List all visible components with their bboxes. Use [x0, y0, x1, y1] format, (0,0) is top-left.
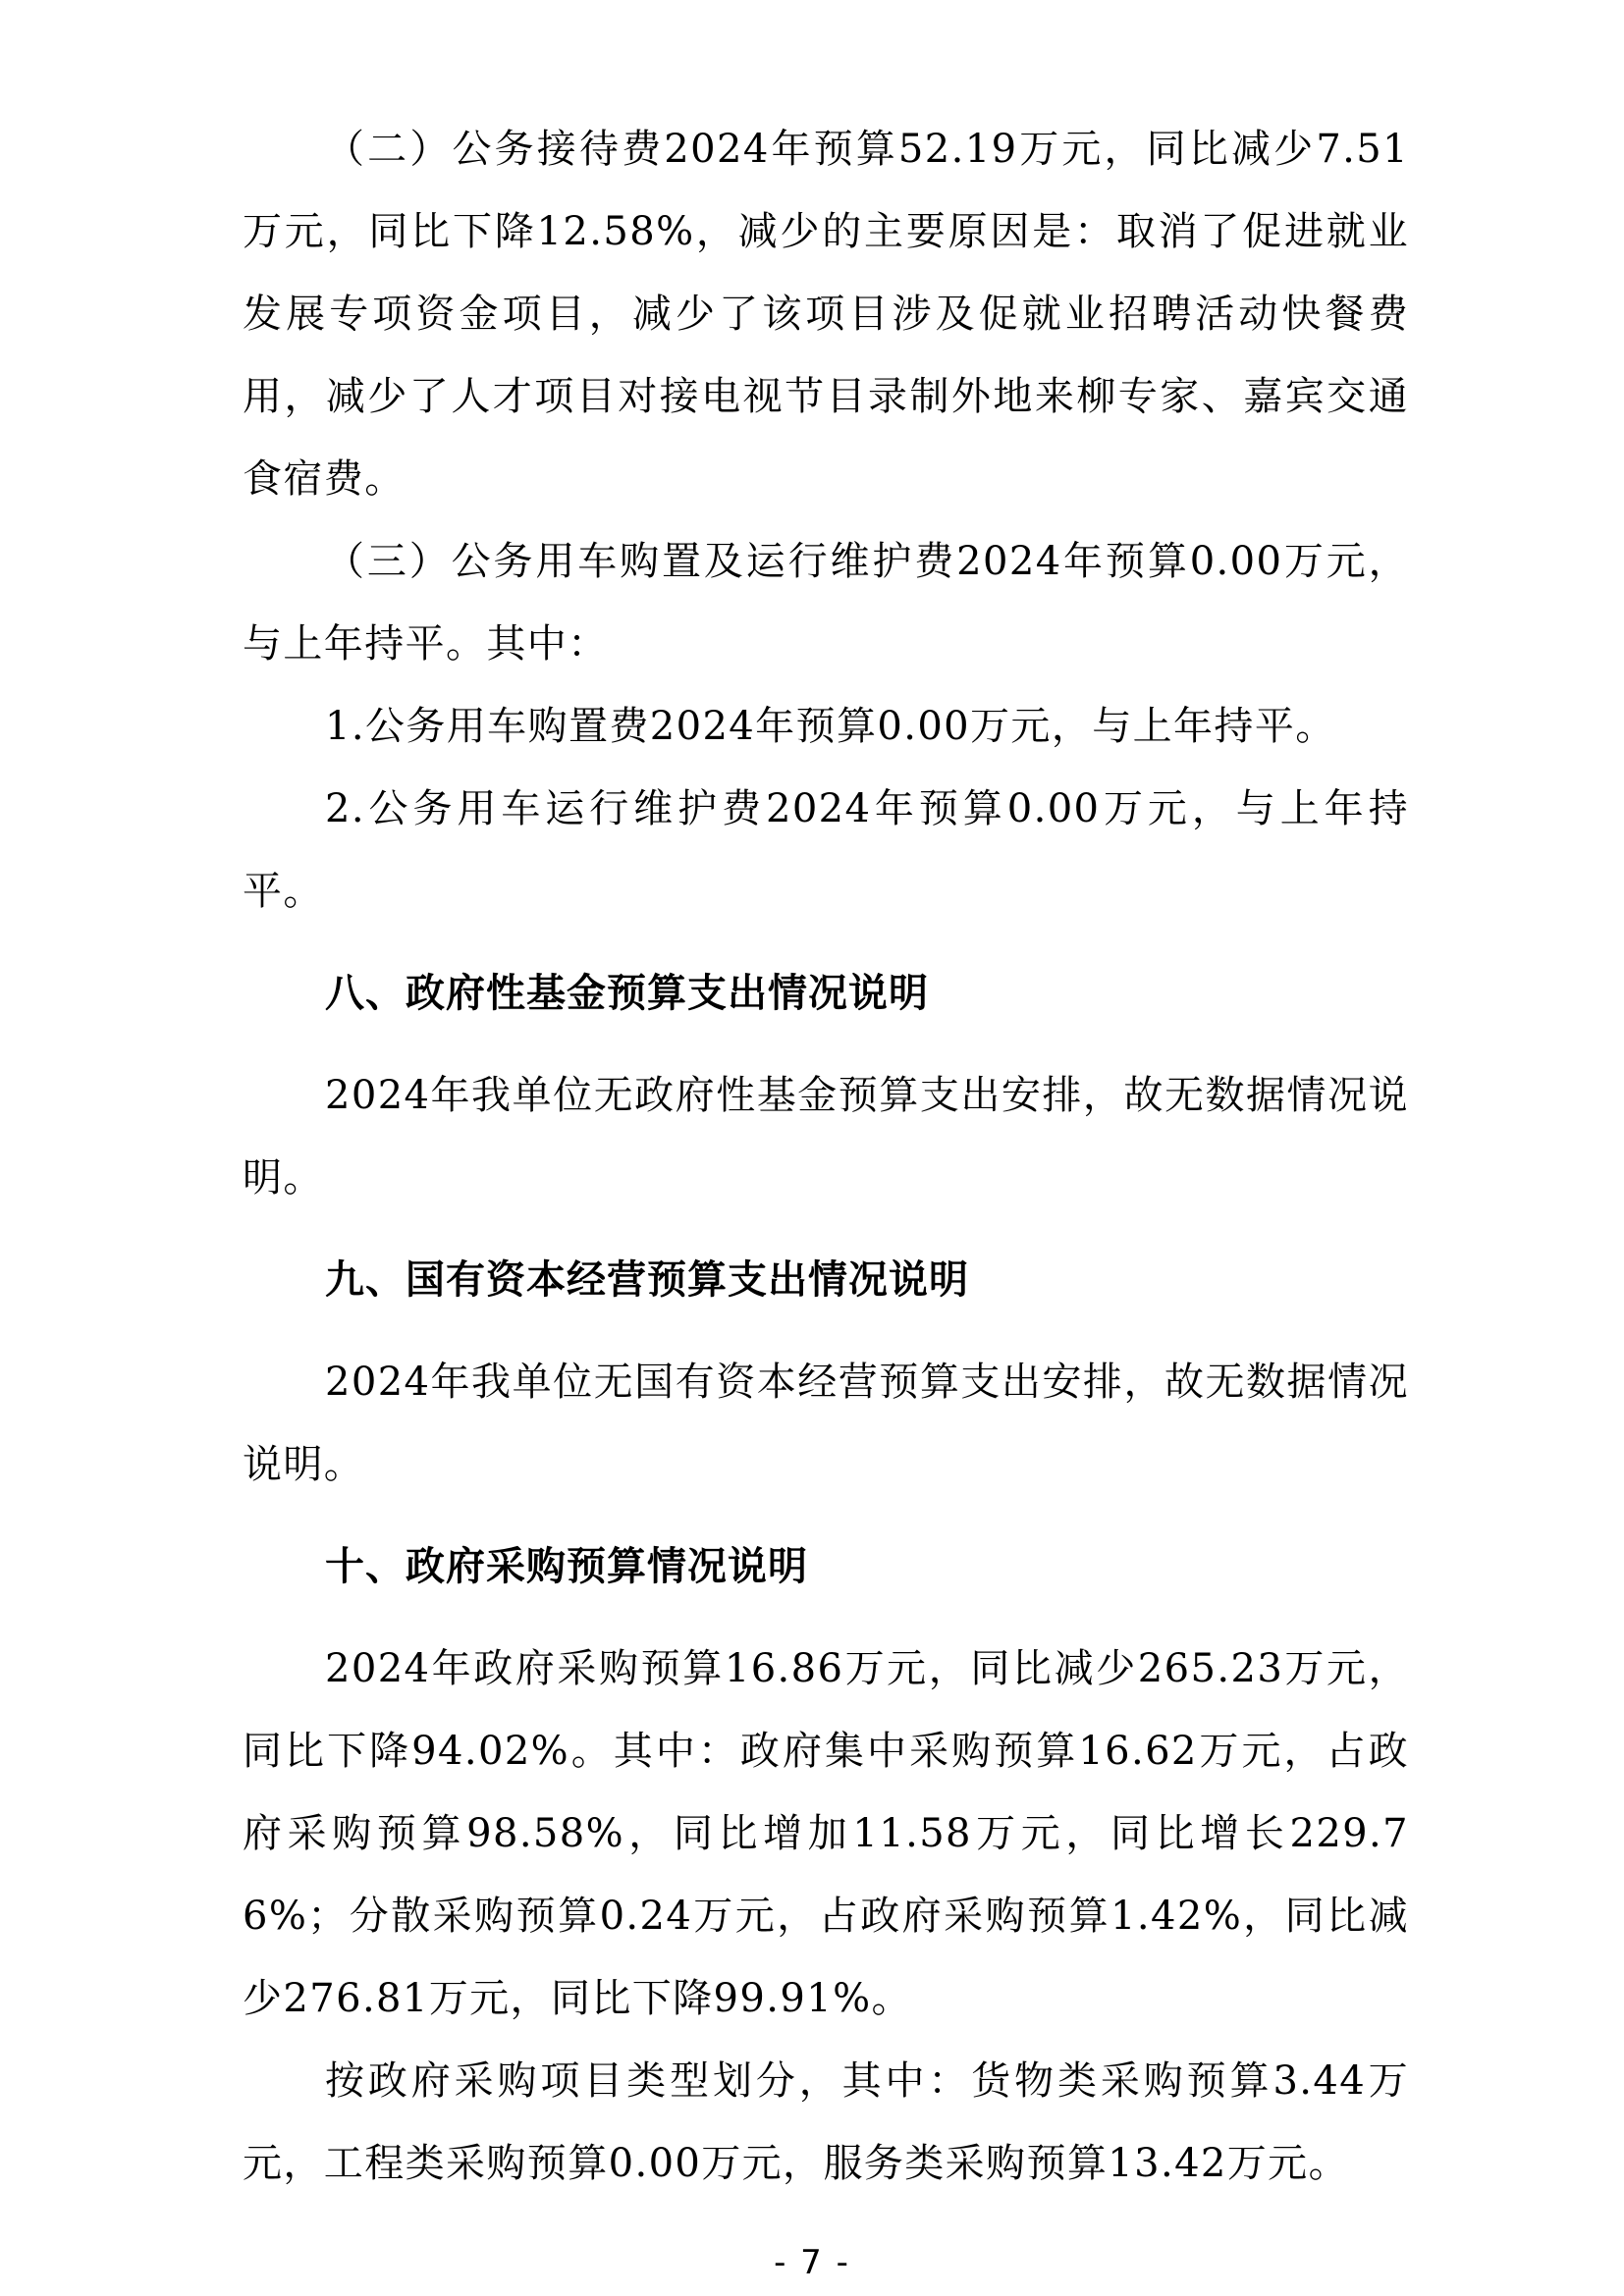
paragraph-vehicle-expenses: （三）公务用车购置及运行维护费2024年预算0.00万元，与上年持平。其中：	[243, 539, 1409, 667]
paragraph-procurement-budget: 2024年政府采购预算16.86万元，同比减少265.23万元，同比下降94.02%。其中：政府集中采购预算16.62万元，占政府采购预算98.58%，同比增加11.58万元，同比增长229.76%；分散采购预算0.24万元，占政府采购预算1.42%，同比减少276.81万元，同比下降99.91%。	[243, 1646, 1409, 2021]
page-number: - 7 -	[774, 2243, 850, 2282]
paragraph-government-fund: 2024年我单位无政府性基金预算支出安排，故无数据情况说明。	[243, 1073, 1409, 1201]
paragraph-state-capital: 2024年我单位无国有资本经营预算支出安排，故无数据情况说明。	[243, 1360, 1409, 1487]
paragraph-vehicle-maintenance: 2.公务用车运行维护费2024年预算0.00万元，与上年持平。	[243, 786, 1409, 914]
paragraph-reception-expenses: （二）公务接待费2024年预算52.19万元，同比减少7.51万元，同比下降12.58%，减少的主要原因是：取消了促进就业发展专项资金项目，减少了该项目涉及促就业招聘活动快餐费用，减少了人才项目对接电视节目录制外地来柳专家、嘉宾交通食宿费。	[243, 127, 1409, 502]
section-heading-state-capital: 九、国有资本经营预算支出情况说明	[325, 1257, 969, 1303]
page-body	[243, 108, 1409, 2205]
section-heading-government-fund: 八、政府性基金预算支出情况说明	[325, 971, 929, 1016]
section-heading-procurement: 十、政府采购预算情况说明	[325, 1544, 808, 1589]
paragraph-vehicle-purchase: 1.公务用车购置费2024年预算0.00万元，与上年持平。	[325, 704, 1336, 749]
paragraph-procurement-types: 按政府采购项目类型划分，其中：货物类采购预算3.44万元，工程类采购预算0.00万元，服务类采购预算13.42万元。	[243, 2058, 1409, 2186]
